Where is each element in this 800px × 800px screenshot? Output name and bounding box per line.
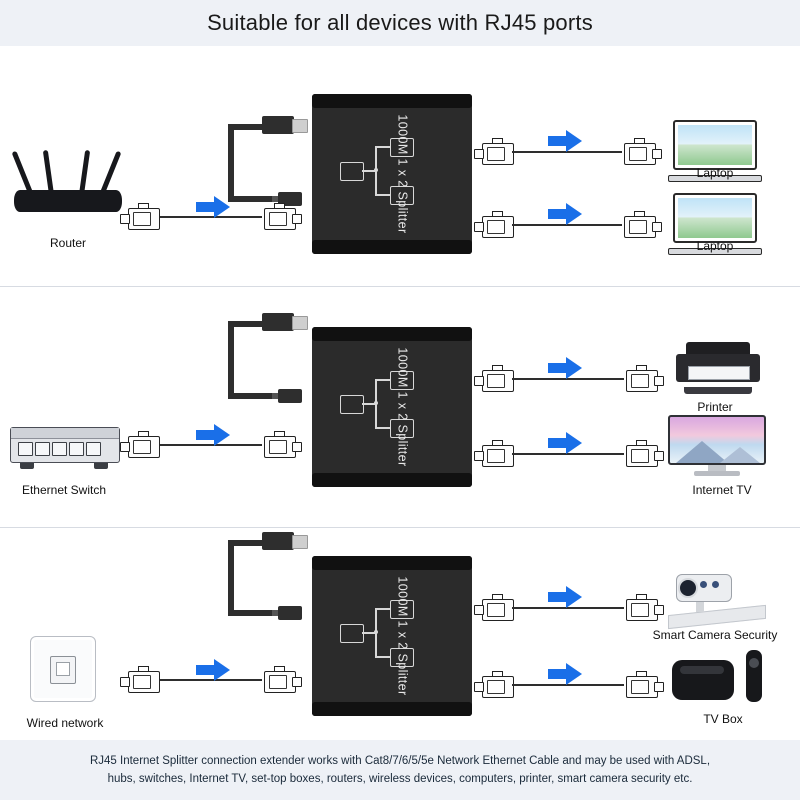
flow-arrow-out1	[548, 586, 582, 608]
splitter-label-3: 1000M 1 x 2 Splitter	[395, 576, 410, 696]
rj45-connector-out2-left	[478, 442, 516, 468]
splitter-label-2: 1000M 1 x 2 Splitter	[395, 347, 410, 467]
rj45-connector-input-right	[260, 205, 298, 231]
rj45-connector-out1-right	[620, 140, 658, 166]
usb-plug-icon	[262, 313, 306, 331]
printer-icon	[676, 342, 760, 394]
caption-output-1b: Laptop	[696, 239, 734, 253]
rj45-connector-out1-left	[478, 140, 516, 166]
power-cable-vertical	[228, 321, 234, 399]
footer-line-1: RJ45 Internet Splitter connection extender works with Cat8/7/6/5/5e Network Ethernet Cable and may be used with ADSL,	[89, 755, 711, 767]
flow-arrow-input-3	[196, 659, 230, 681]
header-banner	[0, 0, 800, 46]
power-cable-vertical	[228, 540, 234, 616]
security-camera-icon	[668, 568, 764, 628]
rj45-connector-out2-left	[478, 213, 516, 239]
power-cable-vertical	[228, 124, 234, 202]
flow-arrow-input-2	[196, 424, 230, 446]
power-cable-to-device	[228, 393, 276, 399]
panel-router	[0, 46, 800, 286]
footer-note	[0, 740, 800, 800]
caption-source-3: Wired network	[26, 716, 104, 730]
caption-output-1a: Laptop	[696, 166, 734, 180]
rj45-connector-out2-right	[622, 673, 660, 699]
usb-plug-icon	[262, 116, 306, 134]
rj45-connector-input-right	[260, 433, 298, 459]
rj45-connector-out2-right	[622, 442, 660, 468]
splitter-device-1	[312, 94, 472, 254]
usb-plug-icon	[262, 532, 306, 550]
router-icon	[14, 142, 122, 212]
page-title: Suitable for all devices with RJ45 ports	[207, 10, 593, 35]
rj45-connector-input-left	[124, 205, 162, 231]
flow-arrow-out2	[548, 432, 582, 454]
rj45-connector-input-left	[124, 433, 162, 459]
caption-output-3b: TV Box	[703, 712, 743, 726]
wall-socket-icon	[30, 636, 94, 700]
caption-source-2: Ethernet Switch	[21, 483, 107, 497]
dc-plug-icon	[272, 606, 302, 620]
splitter-label-1: 1000M 1 x 2 Splitter	[395, 114, 410, 234]
rj45-connector-out1-left	[478, 367, 516, 393]
caption-output-3a: Smart Camera Security	[652, 628, 778, 642]
tv-box-icon	[672, 650, 762, 706]
rj45-connector-out1-right	[622, 367, 660, 393]
rj45-connector-out1-left	[478, 596, 516, 622]
panel-switch	[0, 287, 800, 527]
flow-arrow-input-1	[196, 196, 230, 218]
flow-arrow-out1	[548, 130, 582, 152]
caption-source-1: Router	[49, 236, 87, 250]
rj45-connector-out1-right	[622, 596, 660, 622]
caption-output-2a: Printer	[697, 400, 733, 414]
monitor-icon	[668, 415, 766, 477]
dc-plug-icon	[272, 389, 302, 403]
ethernet-switch-icon	[10, 427, 118, 469]
footer-line-2: hubs, switches, Internet TV, set-top boxes, routers, wireless devices, computers, printer, smart camera security etc.	[107, 773, 693, 785]
power-cable-to-device	[228, 196, 276, 202]
flow-arrow-out1	[548, 357, 582, 379]
splitter-device-3	[312, 556, 472, 716]
rj45-connector-input-right	[260, 668, 298, 694]
rj45-connector-out2-right	[620, 213, 658, 239]
power-cable-to-device	[228, 610, 276, 616]
splitter-device-2	[312, 327, 472, 487]
flow-arrow-out2	[548, 203, 582, 225]
rj45-connector-out2-left	[478, 673, 516, 699]
rj45-connector-input-left	[124, 668, 162, 694]
flow-arrow-out2	[548, 663, 582, 685]
panel-wall	[0, 528, 800, 740]
caption-output-2b: Internet TV	[692, 483, 752, 497]
